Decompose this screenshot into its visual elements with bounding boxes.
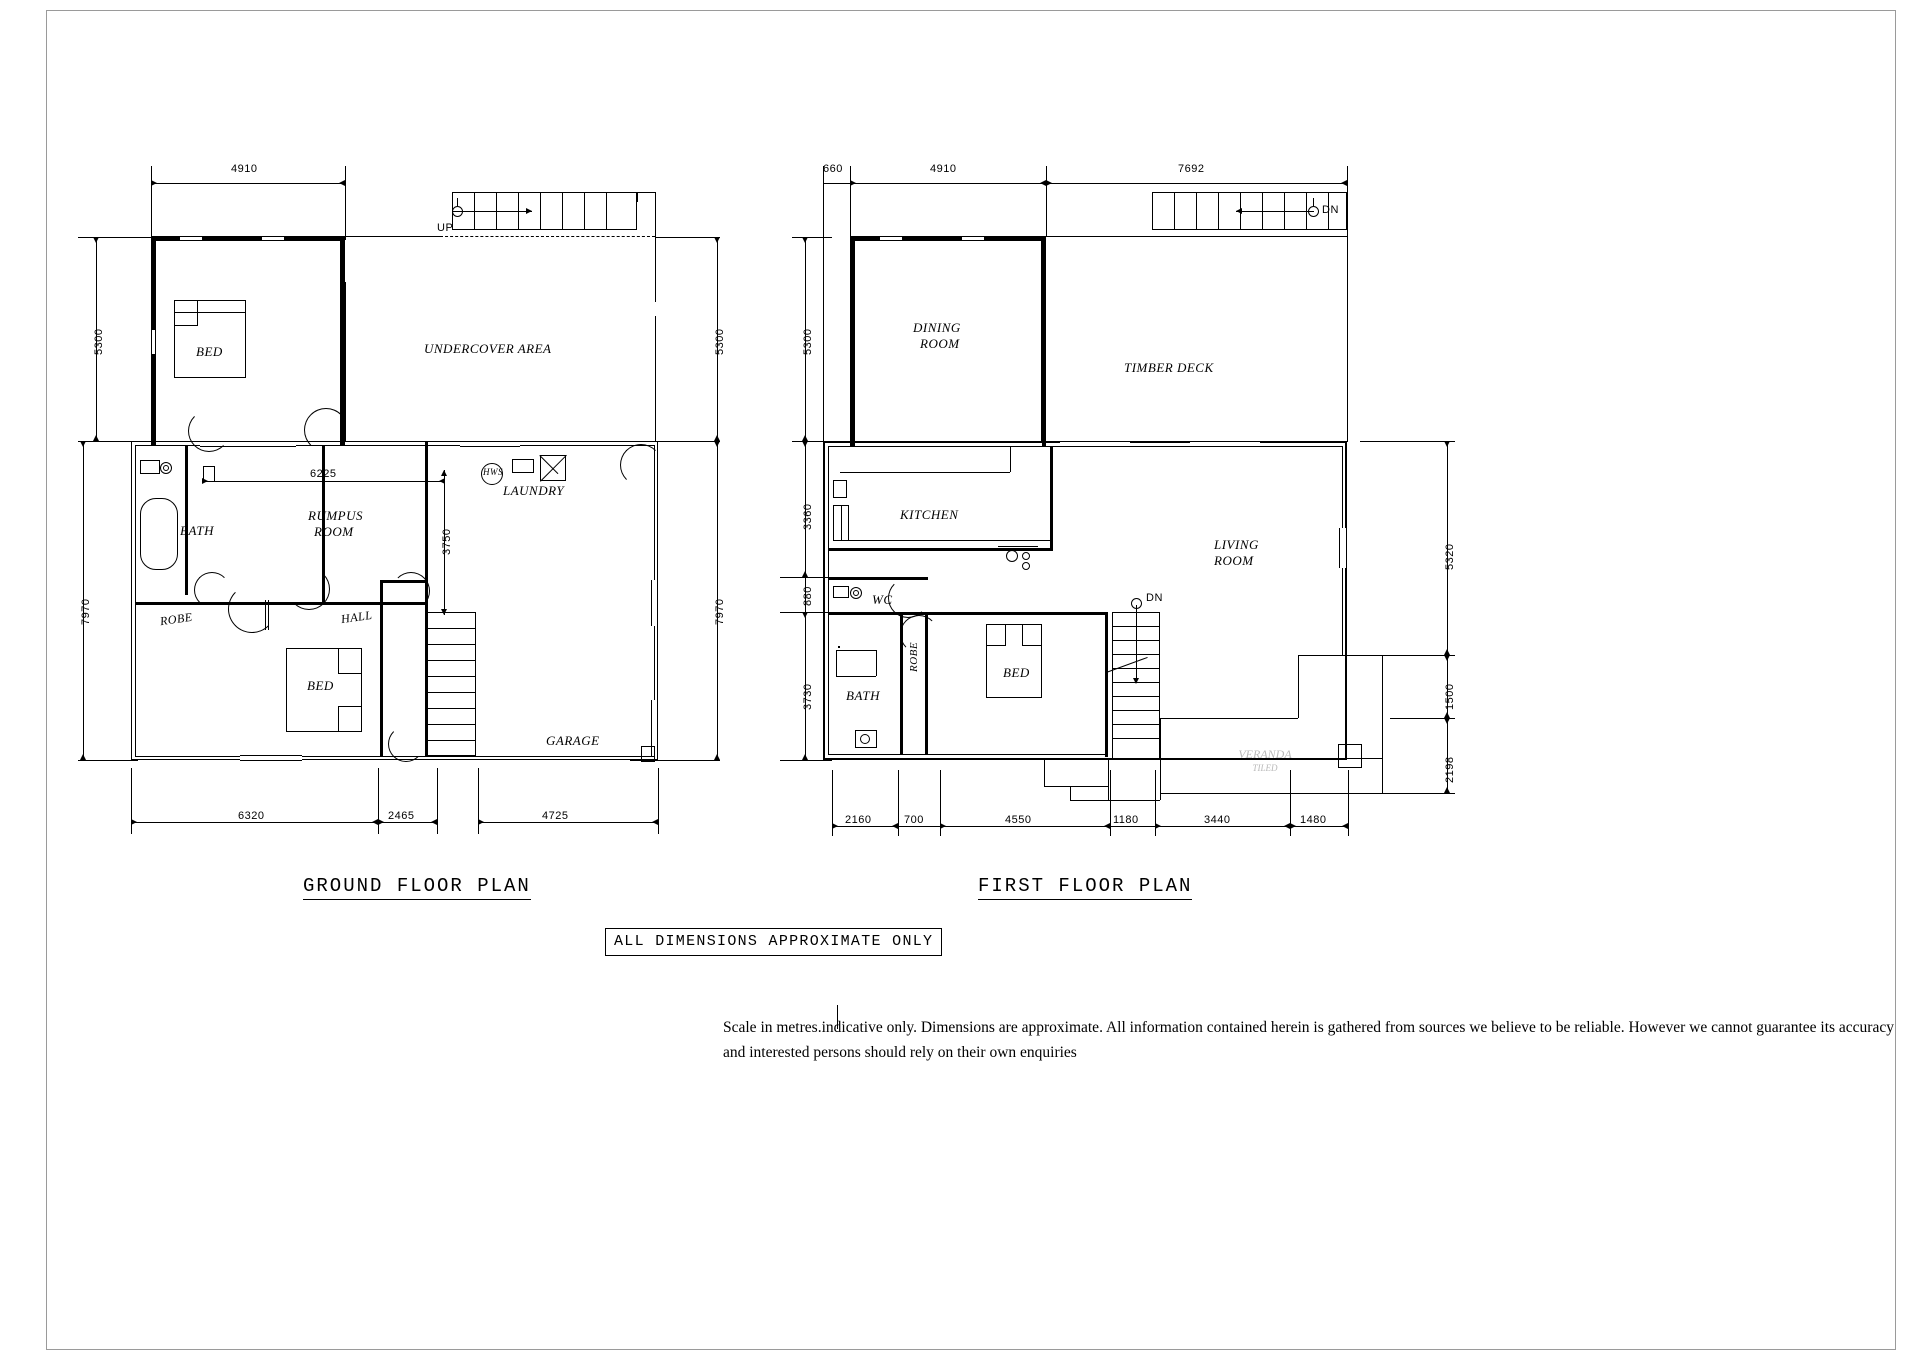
label-undercover-area: UNDERCOVER AREA xyxy=(424,341,552,356)
disclaimer-text xyxy=(723,1015,1903,1065)
dim-ground-internal-3750: 3750 xyxy=(441,528,453,555)
label-rumpus-room: RUMPUS xyxy=(308,508,363,523)
title-first-floor: FIRST FLOOR PLAN xyxy=(978,875,1192,900)
dim-ground-bottom-6320: 6320 xyxy=(238,810,265,822)
label-veranda-sub: TILED xyxy=(1252,763,1278,773)
dim-ground-right-7970: 7970 xyxy=(714,598,726,625)
label-bed-lower: BED xyxy=(307,678,334,693)
label-bath-ground: BATH xyxy=(180,523,215,538)
label-dining-room: DINING xyxy=(913,320,961,335)
label-rumpus-room-2: ROOM xyxy=(314,524,354,539)
label-veranda xyxy=(1210,748,1320,775)
dim-first-right-2198: 2198 xyxy=(1444,756,1456,783)
dim-first-top-660: 660 xyxy=(823,163,843,175)
label-bed-first: BED xyxy=(1003,665,1030,680)
label-robe-first: ROBE xyxy=(908,641,920,672)
dim-ground-left-5300: 5300 xyxy=(93,328,105,355)
dim-first-bottom-1180: 1180 xyxy=(1113,814,1139,826)
dim-first-bottom-1480: 1480 xyxy=(1300,814,1327,826)
label-veranda-text: VERANDA xyxy=(1238,747,1292,761)
label-hws: HWS xyxy=(483,467,503,477)
label-kitchen: KITCHEN xyxy=(900,507,959,522)
label-dn-deck: DN xyxy=(1322,204,1339,216)
label-living-room-2: ROOM xyxy=(1214,553,1254,568)
label-robe-ground: ROBE xyxy=(159,609,194,629)
dim-ground-internal-6225: 6225 xyxy=(310,468,337,480)
label-garage: GARAGE xyxy=(546,733,600,748)
label-bath-first: BATH xyxy=(846,688,881,703)
dim-first-bottom-2160: 2160 xyxy=(845,814,872,826)
label-hall-ground: HALL xyxy=(340,607,374,627)
dim-ground-right-5300: 5300 xyxy=(714,328,726,355)
label-laundry: LAUNDRY xyxy=(503,483,565,498)
dim-first-bottom-700: 700 xyxy=(904,814,924,826)
dim-first-left-880: 880 xyxy=(802,586,814,606)
label-living-room: LIVING xyxy=(1214,537,1259,552)
dim-first-top-4910: 4910 xyxy=(930,163,957,175)
title-ground-floor: GROUND FLOOR PLAN xyxy=(303,875,531,900)
label-dining-room-2: ROOM xyxy=(920,336,960,351)
label-up-ground: UP xyxy=(437,222,454,234)
dim-ground-top-4910: 4910 xyxy=(231,163,258,175)
dim-ground-bottom-4725: 4725 xyxy=(542,810,569,822)
dim-first-left-3360: 3360 xyxy=(802,503,814,530)
dimensions-note: ALL DIMENSIONS APPROXIMATE ONLY xyxy=(605,928,942,956)
dim-first-left-3730: 3730 xyxy=(802,683,814,710)
label-dn-interior: DN xyxy=(1146,592,1163,604)
dim-first-right-1500: 1500 xyxy=(1444,683,1456,710)
label-bed-upper: BED xyxy=(196,344,223,359)
dim-first-top-7692: 7692 xyxy=(1178,163,1205,175)
dim-ground-bottom-2465: 2465 xyxy=(388,810,415,822)
dim-first-bottom-3440: 3440 xyxy=(1204,814,1231,826)
label-wc: WC xyxy=(872,592,893,607)
dim-first-bottom-4550: 4550 xyxy=(1005,814,1032,826)
dim-ground-left-7970: 7970 xyxy=(80,598,92,625)
dim-first-right-5320: 5320 xyxy=(1444,543,1456,570)
dim-first-left-5300: 5300 xyxy=(802,328,814,355)
label-timber-deck: TIMBER DECK xyxy=(1124,360,1214,375)
disclaimer-body: indicative only. Dimensions are approximate. All information contained herein is gathered from sources we believe to be reliable. However we cannot guarantee its accuracy and interested persons should rely on their own enquiries xyxy=(723,1019,1894,1061)
scale-note: Scale in metres. xyxy=(723,1019,822,1036)
